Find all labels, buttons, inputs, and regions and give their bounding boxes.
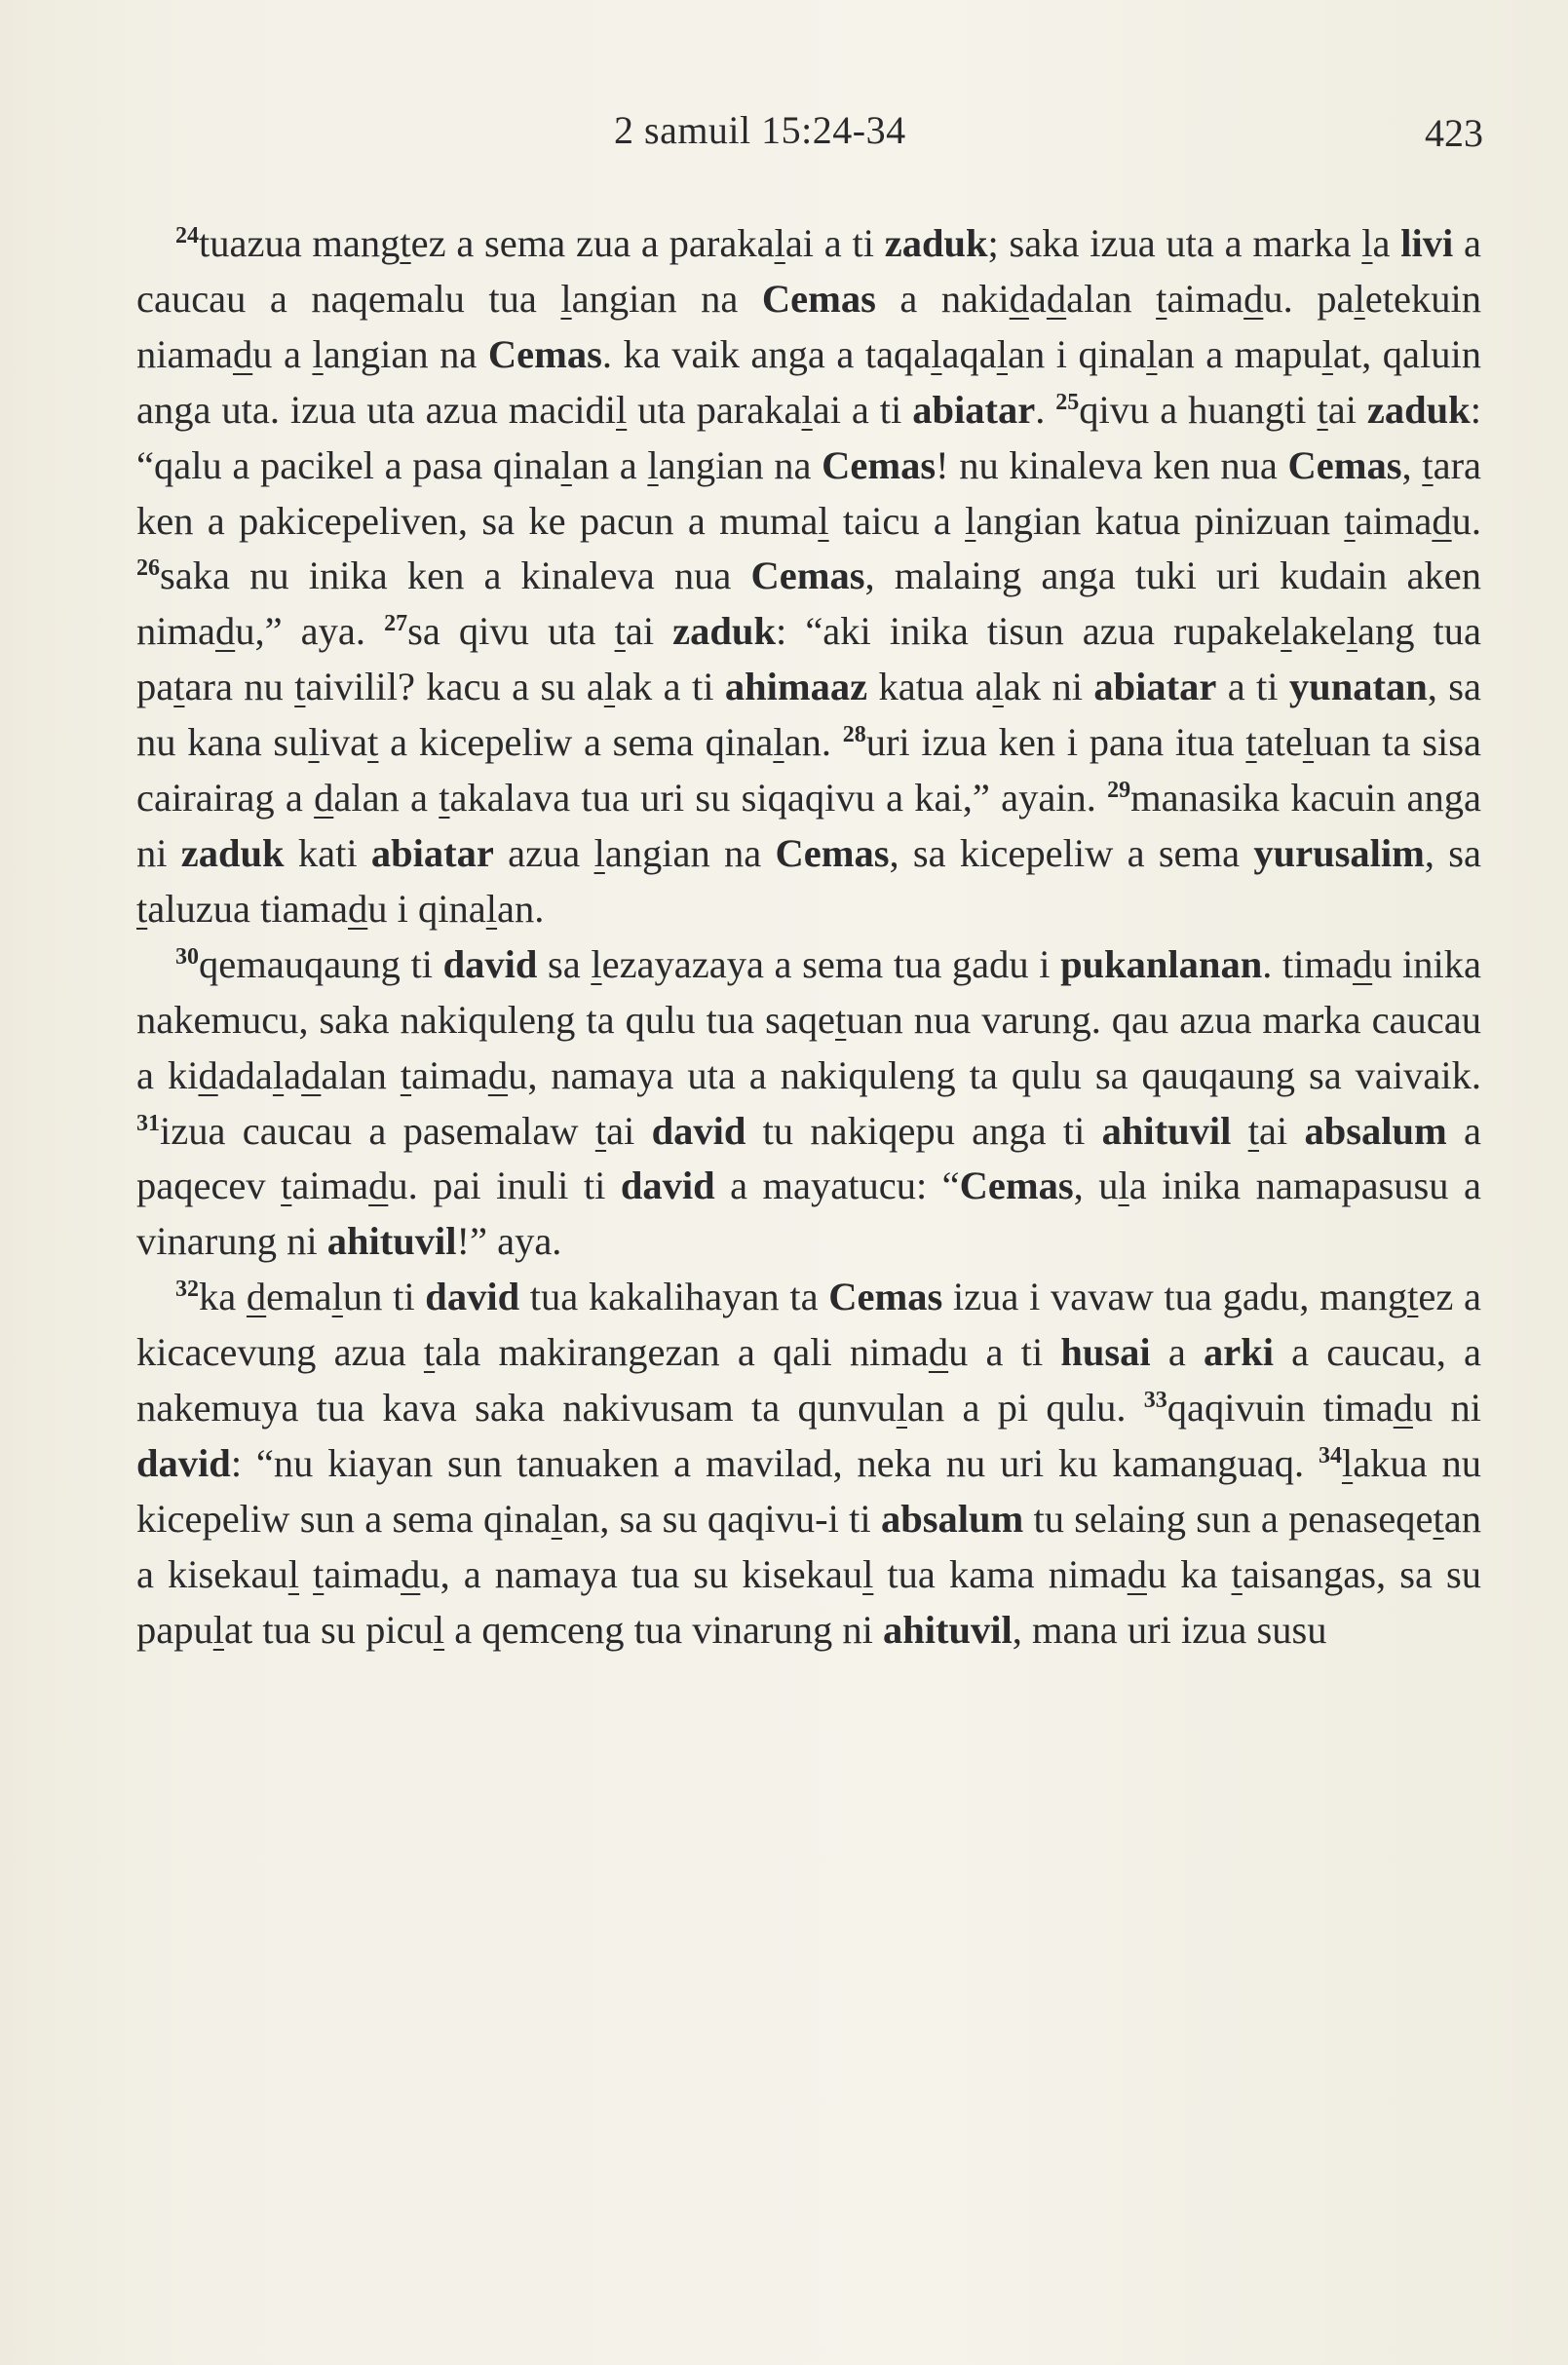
text-run: , mana uri izua susu [1012,1607,1327,1652]
text-run: angian katua pinizuan [975,498,1345,543]
proper-name: ahituvil [326,1219,457,1264]
underlined-letter: t [400,221,411,265]
text-run: u, a namaya tua su kisekau [420,1551,863,1596]
proper-name: zaduk [1366,387,1471,432]
underlined-letter: d [314,776,334,820]
text-run: a [1150,1330,1204,1375]
text-run: . tima [1262,941,1353,986]
underlined-letter: l [1281,609,1292,654]
text-run: an i qina [1008,331,1147,376]
text-run: ak a ti [615,665,725,709]
text-run: angian na [571,276,762,321]
text-run: u inika nakemucu, saka nakiquleng ta qulu tua saqe [136,941,1482,1042]
paragraph-verses-32-34 [136,1270,1481,1658]
text-run: a naki [875,276,1010,321]
underlined-letter: t [173,665,185,709]
verse-number: 33 [1143,1388,1167,1414]
proper-name: absalum [880,1496,1024,1541]
text-run: , u [1073,1163,1119,1208]
underlined-letter: l [560,276,572,321]
text-run: angian na [604,830,776,875]
underlined-letter: t [294,665,306,709]
text-run: u a ti [948,1330,1061,1375]
text-run: uri izua ken i pana itua [865,720,1246,765]
underlined-letter: d [1432,498,1452,543]
text-run: akalava tua uri su siqaqivu a kai,” ayain. [449,776,1108,820]
underlined-letter: d [1009,276,1029,321]
proper-name: Cemas [822,442,937,487]
text-run: aqa [941,331,997,376]
page-number: 423 [1425,111,1483,155]
underlined-letter: l [591,941,602,986]
verse-number: 24 [175,223,199,248]
underlined-letter: t [136,886,148,931]
underlined-letter: t [1231,1551,1243,1596]
underlined-letter: l [287,1551,300,1596]
underlined-letter: l [212,1607,224,1652]
text-run: a [1028,276,1047,321]
text-run: ez a kicacevung azua [136,1275,1481,1375]
text-run: , sa kicepeliw a sema [889,830,1254,875]
text-run: ai [1327,387,1367,432]
text-run [299,1552,313,1596]
underlined-letter: d [214,609,236,654]
text-run: qivu a huangti [1079,387,1318,432]
text-run: alan [321,1052,401,1097]
running-header: 2 samuil 15:24-34 [614,108,906,152]
underlined-letter: l [996,331,1009,376]
underlined-letter: t [835,997,847,1042]
text-run: ada [217,1052,273,1097]
text-run: tua kakalihayan ta [519,1275,829,1319]
underlined-letter: d [348,886,368,931]
text-run: u,” aya. [235,609,385,654]
underlined-letter: t [1422,442,1434,487]
underlined-letter: d [928,1330,949,1375]
text-run: sa qivu uta [407,609,615,654]
proper-name: david [651,1108,746,1153]
underlined-letter: t [1247,1108,1259,1153]
underlined-letter: l [433,1607,445,1652]
paragraph-verses-30-31 [136,937,1481,1270]
underlined-letter: d [1127,1551,1147,1596]
text-run: tu nakiqepu anga ti [746,1108,1102,1153]
proper-name: absalum [1304,1108,1447,1153]
underlined-letter: l [485,886,498,931]
page-body [136,216,1481,1659]
proper-name: Cemas [761,276,876,321]
underlined-letter: t [313,1551,325,1596]
text-run: : “qalu a pacikel a pasa qina [136,387,1481,487]
proper-name: david [620,1163,715,1208]
text-run: uan nua varung. qau azua marka caucau a ki [136,997,1481,1097]
proper-name: yunatan [1288,665,1428,709]
underlined-letter: d [198,1052,218,1097]
proper-name: david [136,1440,231,1485]
text-run: aluzua tiama [147,886,349,931]
underlined-letter: l [1341,1440,1354,1485]
text-run: a ti [1216,665,1289,709]
text-run: angian na [323,331,488,376]
paragraph-verses-24-29 [136,216,1481,937]
text-run: u, namaya uta a nakiquleng ta qulu sa qauqaung sa vaivaik. [508,1052,1481,1097]
text-run: u. pai inuli ti [388,1163,621,1208]
text-run: ezayazaya a sema tua gadu i [601,941,1061,986]
proper-name: Cemas [1287,442,1402,487]
text-run: aisangas, sa su papu [136,1551,1482,1652]
underlined-letter: l [272,1052,285,1097]
text-run: sa [537,941,592,986]
proper-name: arki [1203,1330,1274,1375]
underlined-letter: l [931,331,942,376]
proper-name: livi [1400,221,1454,265]
verse-number: 30 [175,943,199,970]
proper-name: zaduk [672,609,776,654]
verse-number: 34 [1318,1442,1342,1469]
text-run: u ni [1412,1386,1481,1430]
text-run: , sa nu kana su [136,665,1481,765]
underlined-letter: t [423,1330,436,1375]
text-run: ara nu [184,665,295,709]
text-run: ai a ti [784,221,885,265]
proper-name: Cemas [775,830,890,875]
text-run: an a [571,442,648,487]
proper-name: david [425,1275,520,1319]
proper-name: pukanlanan [1060,941,1263,986]
underlined-letter: d [1352,941,1373,986]
text-run: . ka vaik anga a taqa [601,331,932,376]
text-run: : “nu kiayan sun tanuaken a mavilad, neka nu uri ku kamanguaq. [230,1440,1319,1485]
proper-name: Cemas [487,331,602,376]
text-run: qemauqaung ti [199,941,443,986]
underlined-letter: d [487,1052,509,1097]
underlined-letter: t [594,1108,607,1153]
text-run: iva [319,720,368,765]
underlined-letter: l [1361,221,1373,265]
proper-name: Cemas [750,553,865,598]
underlined-letter: l [647,442,659,487]
text-run: alan a [333,776,440,820]
underlined-letter: l [1354,276,1365,321]
text-run: alan [1066,276,1157,321]
verse-number: 25 [1055,389,1080,415]
underlined-letter: t [281,1163,292,1208]
verse-number: 27 [384,611,408,637]
underlined-letter: l [551,1496,562,1541]
text-run: uta paraka [627,387,802,432]
text-run: a kicepeliw a sema qina [378,720,774,765]
text-run: ai [625,609,673,654]
text-run: taicu a [828,498,966,543]
proper-name: husai [1060,1330,1151,1375]
text-run: a inika namapasusu a vinarung ni [136,1163,1481,1264]
text-run: ez a sema zua a paraka [410,221,775,265]
proper-name: ahituvil [1101,1108,1232,1153]
text-run: . [1035,387,1056,432]
text-run: u ka [1146,1551,1232,1596]
text-run: aima [324,1551,402,1596]
underlined-letter: l [308,720,320,765]
underlined-letter: l [1146,331,1158,376]
text-run: kati [284,830,371,875]
text-run: an, sa su qaqivu-i ti [561,1496,881,1541]
proper-name: abiatar [912,387,1036,432]
text-run: a [1372,221,1401,265]
underlined-letter: d [1046,276,1067,321]
text-run: , malaing anga tuki uri kudain aken nima [136,553,1481,654]
text-run: u i qina [367,886,486,931]
underlined-letter: l [965,498,976,543]
text-run: ai a ti [812,387,913,432]
underlined-letter: l [1302,720,1315,765]
text-run: tua kama nima [873,1551,1128,1596]
text-run: ! nu kinaleva ken nua [936,442,1288,487]
underlined-letter: t [1156,276,1167,321]
underlined-letter: l [801,387,813,432]
underlined-letter: t [614,609,626,654]
text-run: ara ken a pakicepeliven, sa ke pacun a muma [136,442,1482,543]
verse-number: 28 [842,722,866,748]
underlined-letter: l [312,331,324,376]
proper-name: ahituvil [882,1607,1013,1652]
text-run: aima [1166,276,1244,321]
verse-number: 31 [136,1110,160,1136]
proper-name: ahimaaz [724,665,868,709]
verse-number: 26 [136,555,160,582]
text-run: an a kisekau [136,1496,1481,1596]
verse-number: 29 [1107,778,1131,804]
underlined-letter: d [1393,1386,1413,1430]
text-run: manasika kacuin anga ni [136,776,1481,875]
text-run: ai [1258,1108,1305,1153]
underlined-letter: l [992,665,1004,709]
text-run: uan ta sisa cairairag a [136,720,1481,820]
underlined-letter: t [400,1052,412,1097]
text-run: un ti [342,1275,426,1319]
text-run: u a [252,331,313,376]
proper-name: abiatar [370,830,494,875]
proper-name: Cemas [828,1275,943,1319]
text-run: akua nu kicepeliw sun a sema qina [136,1440,1482,1541]
text-run: a [284,1052,302,1097]
text-run: ang tua pa [136,609,1482,709]
text-run: an a mapu [1157,331,1322,376]
text-run: a paqecev [136,1108,1482,1208]
text-run: tu selaing sun a penaseqe [1023,1496,1434,1541]
underlined-letter: l [331,1275,343,1319]
underlined-letter: d [232,331,253,376]
underlined-letter: t [439,776,450,820]
underlined-letter: d [368,1163,389,1208]
text-run: izua i vavaw tua gadu, mang [942,1275,1408,1319]
text-run: !” aya. [456,1219,562,1264]
underlined-letter: l [774,221,785,265]
text-run: etekuin niama [136,276,1481,376]
verse-number: 32 [175,1277,199,1303]
text-run: katua a [867,665,993,709]
text-run: aivilil? kacu a su a [305,665,604,709]
text-run: at, qaluin anga uta. izua uta azua macidi [136,331,1481,432]
proper-name: zaduk [180,830,285,875]
text-run: , sa [1424,830,1482,875]
text-run: ak ni [1003,665,1094,709]
text-run: : “aki inika tisun azua rupake [775,609,1281,654]
underlined-letter: l [603,665,616,709]
underlined-letter: t [1317,387,1328,432]
underlined-letter: t [1407,1275,1419,1319]
text-run: a mayatucu: “ [714,1163,960,1208]
underlined-letter: l [615,387,628,432]
text-run: a caucau, a nakemuya tua kava saka nakivusam ta qunvu [136,1330,1481,1430]
text-run: u. [1451,498,1481,543]
text-run: , [1401,442,1423,487]
proper-name: yurusalim [1253,830,1425,875]
text-run: angian na [658,442,822,487]
underlined-letter: d [301,1052,322,1097]
text-run: ake [1291,609,1347,654]
text-run: tuazua mang [199,221,401,265]
text-run: aima [411,1052,488,1097]
text-run: u. pa [1263,276,1355,321]
underlined-letter: l [862,1551,874,1596]
underlined-letter: t [1344,498,1356,543]
text-run: ka [199,1275,247,1319]
text-run: qaqivuin tima [1166,1386,1394,1430]
underlined-letter: t [367,720,379,765]
text-run: ai [606,1108,652,1153]
proper-name: david [442,941,538,986]
text-run: izua caucau a pasemalaw [160,1108,595,1153]
text-run: ; saka izua uta a marka [987,221,1362,265]
underlined-letter: l [1118,1163,1129,1208]
text-run: ala makirangezan a qali nima [435,1330,929,1375]
text-run: an. [784,720,843,765]
text-run: ate [1256,720,1303,765]
proper-name: zaduk [884,221,988,265]
proper-name: Cemas [959,1163,1074,1208]
text-run: saka nu inika ken a kinaleva nua [160,553,751,598]
text-run: at tua su picu [224,1607,434,1652]
underlined-letter: d [246,1275,267,1319]
text-run [1231,1109,1247,1153]
text-run: aima [1355,498,1433,543]
underlined-letter: l [773,720,784,765]
underlined-letter: l [560,442,572,487]
underlined-letter: l [1346,609,1358,654]
underlined-letter: d [1243,276,1264,321]
underlined-letter: l [896,1386,907,1430]
text-run: azua [493,830,594,875]
text-run: an. [497,886,545,931]
underlined-letter: l [818,498,829,543]
underlined-letter: t [1433,1496,1444,1541]
text-run: ema [266,1275,332,1319]
underlined-letter: l [1321,331,1333,376]
underlined-letter: l [593,830,605,875]
text-run: a caucau a naqemalu tua [136,221,1481,321]
underlined-letter: d [401,1551,421,1596]
text-run: a qemceng tua vinarung ni [444,1607,883,1652]
underlined-letter: t [1245,720,1257,765]
text-run: an a pi qulu. [906,1386,1144,1430]
proper-name: abiatar [1093,665,1217,709]
text-run: aima [291,1163,369,1208]
